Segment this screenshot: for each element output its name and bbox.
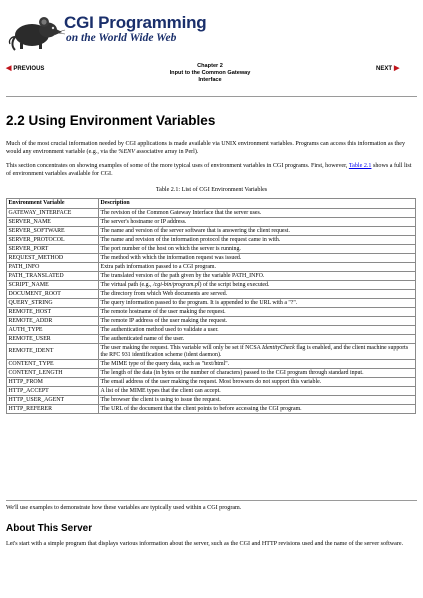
description-italic: IdentityCheck: [262, 344, 295, 351]
variable-description-cell: The authenticated name of the user.: [99, 335, 416, 344]
variable-description-cell: The authentication method used to validate a user.: [99, 326, 416, 335]
variable-description-cell: [99, 281, 416, 290]
table-caption: Table 2.1: List of CGI Environment Variables: [155, 187, 268, 193]
variable-name-cell: SERVER_SOFTWARE: [7, 227, 99, 236]
table-header-row: [7, 199, 416, 209]
section-paragraph: [6, 163, 416, 178]
variable-name-cell: CONTENT_LENGTH: [7, 369, 99, 378]
variable-name-cell: HTTP_FROM: [7, 378, 99, 387]
section-text-a: This section concentrates on showing examples of some of the more typical uses of environment variables in CGI programs. First, however,: [6, 163, 349, 169]
variable-description-cell: The remote hostname of the user making the request.: [99, 308, 416, 317]
variable-description-cell: The URL of the document that the client points to before accessing the CGI program.: [99, 405, 416, 414]
table-row: [7, 369, 416, 378]
variable-description-cell: The email address of the user making the request. Most browsers do not support this variable.: [99, 378, 416, 387]
variable-name-cell: QUERY_STRING: [7, 299, 99, 308]
banner-text: [64, 14, 214, 45]
description-text-b: flag is enabled, and the client machine supports the RFC 931 identification scheme (ident daemon).: [100, 344, 409, 358]
intro-text-a: Much of the most crucial information needed by CGI applications is made available via UNIX environment variables. Programs can access this information as they would any environment variable (e.g., via the: [6, 141, 406, 155]
server-paragraph: Let's start with a simple program that displays various information about the server, such as the CGI and HTTP revisions used and the name of the server software.: [6, 541, 404, 547]
left-arrow-icon: ◀: [6, 65, 12, 72]
variable-description-cell: The directory from which Web documents are served.: [99, 290, 416, 299]
table-row: [7, 245, 416, 254]
intro-paragraph: [6, 141, 416, 156]
env-variables-table: [6, 198, 416, 414]
table-row: [7, 387, 416, 396]
variable-description-cell: A list of the MIME types that the client can accept.: [99, 387, 416, 396]
header-variable: Environment Variable: [7, 199, 99, 209]
chapter-title-line1: Input to the Common Gateway: [169, 70, 251, 76]
table-row: [7, 360, 416, 369]
variable-name-cell: AUTH_TYPE: [7, 326, 99, 335]
table-row: [7, 396, 416, 405]
subsection-heading: About This Server: [6, 523, 93, 534]
variable-name-cell: REMOTE_USER: [7, 335, 99, 344]
variable-description-cell: The revision of the Common Gateway Interface that the server uses.: [99, 209, 416, 218]
table-row: [7, 209, 416, 218]
variable-description-cell: The MIME type of the query data, such as "text/html".: [99, 360, 416, 369]
previous-link[interactable]: [6, 66, 44, 72]
description-text-a: The virtual path (e.g.,: [100, 281, 154, 288]
variable-name-cell: CONTENT_TYPE: [7, 360, 99, 369]
variable-description-cell: The server's hostname or IP address.: [99, 218, 416, 227]
header-description: Description: [99, 199, 416, 209]
intro-text-b: associative array in Perl).: [134, 148, 199, 155]
variable-name-cell: SCRIPT_NAME: [7, 281, 99, 290]
env-var-name: %ENV: [118, 148, 135, 155]
variable-description-cell: [99, 344, 416, 360]
banner-subtitle: on the World Wide Web: [66, 32, 177, 44]
variable-description-cell: The length of the data (in bytes or the number of characters) passed to the CGI program through standard input.: [99, 369, 416, 378]
variable-name-cell: SERVER_NAME: [7, 218, 99, 227]
right-arrow-icon: ▶: [394, 65, 400, 72]
table-row: [7, 254, 416, 263]
variable-name-cell: SERVER_PORT: [7, 245, 99, 254]
variable-name-cell: REQUEST_METHOD: [7, 254, 99, 263]
table-row: [7, 290, 416, 299]
variable-name-cell: GATEWAY_INTERFACE: [7, 209, 99, 218]
variable-name-cell: REMOTE_ADDR: [7, 317, 99, 326]
table-body: [7, 209, 416, 414]
variable-description-cell: The method with which the information request was issued.: [99, 254, 416, 263]
section-text-b: shows a full list of environment variables available for CGI.: [6, 163, 412, 177]
chapter-title-line2: Interface: [198, 77, 222, 83]
examples-paragraph: We'll use examples to demonstrate how these variables are typically used within a CGI program.: [6, 505, 242, 511]
divider-top: [6, 96, 417, 97]
table-row: [7, 378, 416, 387]
variable-description-cell: The remote IP address of the user making the request.: [99, 317, 416, 326]
variable-name-cell: PATH_TRANSLATED: [7, 272, 99, 281]
variable-name-cell: REMOTE_IDENT: [7, 344, 99, 360]
section-heading: 2.2 Using Environment Variables: [6, 113, 216, 128]
variable-name-cell: REMOTE_HOST: [7, 308, 99, 317]
next-label: NEXT: [376, 66, 393, 72]
table-row: [7, 335, 416, 344]
chapter-info: [130, 63, 290, 84]
rat-icon: [6, 6, 66, 52]
table-row: [7, 326, 416, 335]
variable-description-cell: The port number of the host on which the server is running.: [99, 245, 416, 254]
table-row: [7, 236, 416, 245]
table-link[interactable]: Table 2.1: [348, 163, 372, 169]
variable-name-cell: HTTP_ACCEPT: [7, 387, 99, 396]
banner-title: CGI Programming: [64, 13, 207, 32]
variable-description-cell: The browser the client is using to issue the request.: [99, 396, 416, 405]
variable-name-cell: DOCUMENT_ROOT: [7, 290, 99, 299]
table-row: [7, 317, 416, 326]
description-text-a: The user making the request. This variable will only be set if NCSA: [100, 344, 263, 351]
description-text-b: ) of the script being executed.: [199, 281, 270, 288]
table-row: [7, 299, 416, 308]
variable-description-cell: The name and version of the server software that is answering the client request.: [99, 227, 416, 236]
variable-name-cell: HTTP_REFERER: [7, 405, 99, 414]
table-row: [7, 344, 416, 360]
table-row: [7, 227, 416, 236]
variable-name-cell: PATH_INFO: [7, 263, 99, 272]
variable-name-cell: SERVER_PROTOCOL: [7, 236, 99, 245]
divider-bottom: [6, 500, 417, 501]
table-row: [7, 263, 416, 272]
table-row: [7, 272, 416, 281]
variable-description-cell: Extra path information passed to a CGI program.: [99, 263, 416, 272]
table-row: [7, 308, 416, 317]
table-row: [7, 405, 416, 414]
previous-label: PREVIOUS: [13, 66, 45, 72]
table-row: [7, 281, 416, 290]
chapter-number: Chapter 2: [197, 63, 223, 69]
variable-name-cell: HTTP_USER_AGENT: [7, 396, 99, 405]
variable-description-cell: The query information passed to the program. It is appended to the URL with a "?".: [99, 299, 416, 308]
next-link[interactable]: [376, 66, 399, 72]
description-italic: /cgi-bin/program.pl: [153, 281, 200, 288]
variable-description-cell: The name and revision of the information protocol the request came in with.: [99, 236, 416, 245]
table-row: [7, 218, 416, 227]
variable-description-cell: The translated version of the path given by the variable PATH_INFO.: [99, 272, 416, 281]
book-banner: [6, 6, 207, 52]
